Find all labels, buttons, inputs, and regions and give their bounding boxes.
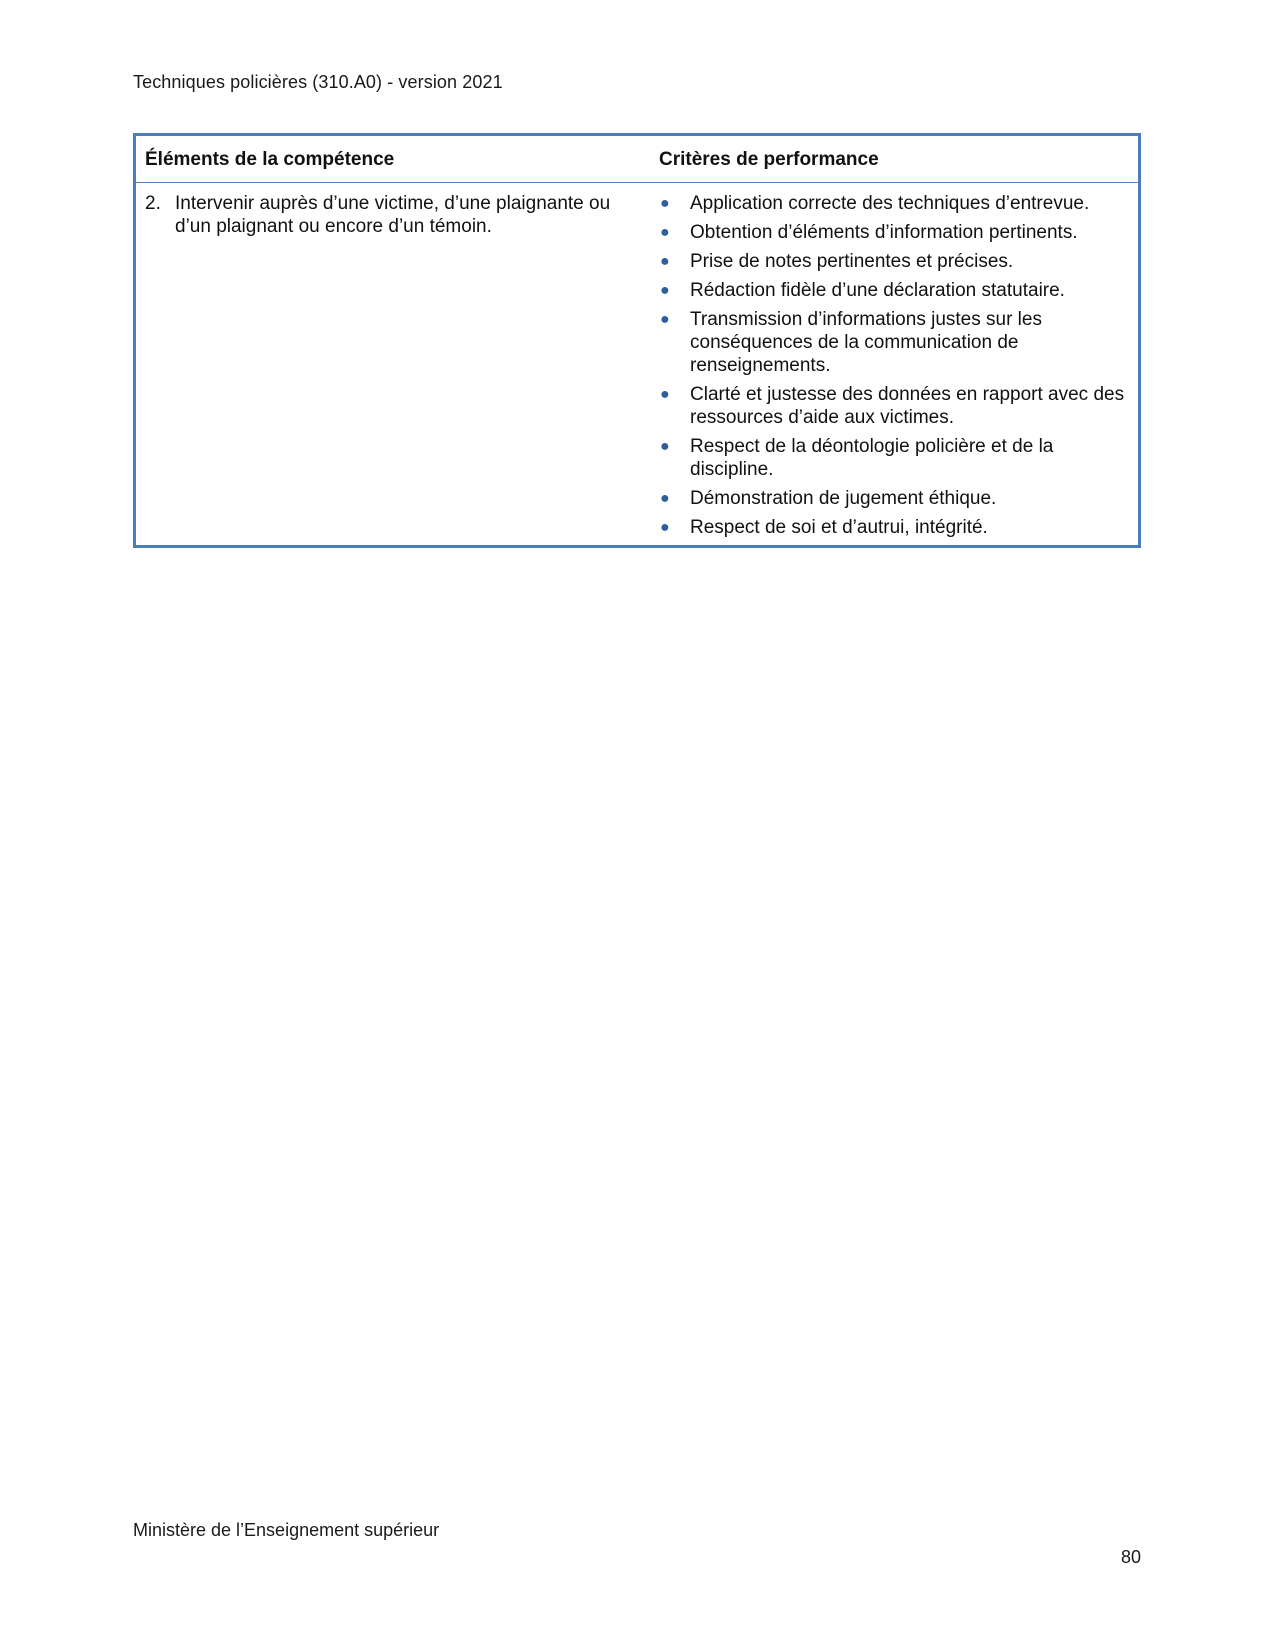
criteria-text: Respect de la déontologie policière et de la discipline. [690, 436, 1054, 480]
list-item [659, 308, 1129, 377]
footer-organization: Ministère de l’Enseignement supérieur [133, 1520, 440, 1540]
list-item [659, 192, 1129, 215]
list-item [659, 435, 1129, 481]
criteria-column-header: Critères de performance [650, 135, 1140, 183]
criteria-text: Prise de notes pertinentes et précises. [690, 251, 1014, 272]
page-header: Techniques policières (310.A0) - version 2021 [133, 72, 503, 92]
criteria-text: Respect de soi et d’autrui, intégrité. [690, 517, 988, 538]
criteria-text: Obtention d’éléments d’information pertinents. [690, 222, 1078, 243]
table-header-row [135, 135, 1140, 183]
list-item [659, 516, 1129, 539]
criteria-text: Transmission d’informations justes sur les conséquences de la communication de renseignements. [690, 309, 1042, 376]
elements-column-header: Éléments de la compétence [135, 135, 651, 183]
bullet-icon: ● [660, 282, 670, 299]
criteria-text: Rédaction fidèle d’une déclaration statutaire. [690, 280, 1065, 301]
table-row [135, 183, 1140, 547]
bullet-icon: ● [660, 386, 670, 403]
list-item [659, 250, 1129, 273]
element-text: Intervenir auprès d’une victime, d’une plaignante ou d’un plaignant ou encore d’un témoin. [175, 193, 611, 237]
criteria-text: Clarté et justesse des données en rapport avec des ressources d’aide aux victimes. [690, 384, 1125, 428]
bullet-icon: ● [660, 519, 670, 536]
criteria-cell [650, 183, 1140, 547]
bullet-icon: ● [660, 224, 670, 241]
element-item [145, 192, 641, 238]
bullet-icon: ● [660, 195, 670, 212]
list-item [659, 221, 1129, 244]
bullet-icon: ● [660, 490, 670, 507]
criteria-list [659, 192, 1129, 539]
list-item [659, 383, 1129, 429]
page-number: 80 [1120, 1547, 1141, 1567]
bullet-icon: ● [660, 311, 670, 328]
element-number: 2. [145, 193, 161, 214]
bullet-icon: ● [660, 253, 670, 270]
criteria-text: Démonstration de jugement éthique. [690, 488, 997, 509]
criteria-text: Application correcte des techniques d’entrevue. [690, 193, 1090, 214]
list-item [659, 279, 1129, 302]
list-item [659, 487, 1129, 510]
competence-table [133, 133, 1141, 548]
element-cell [135, 183, 651, 547]
bullet-icon: ● [660, 438, 670, 455]
